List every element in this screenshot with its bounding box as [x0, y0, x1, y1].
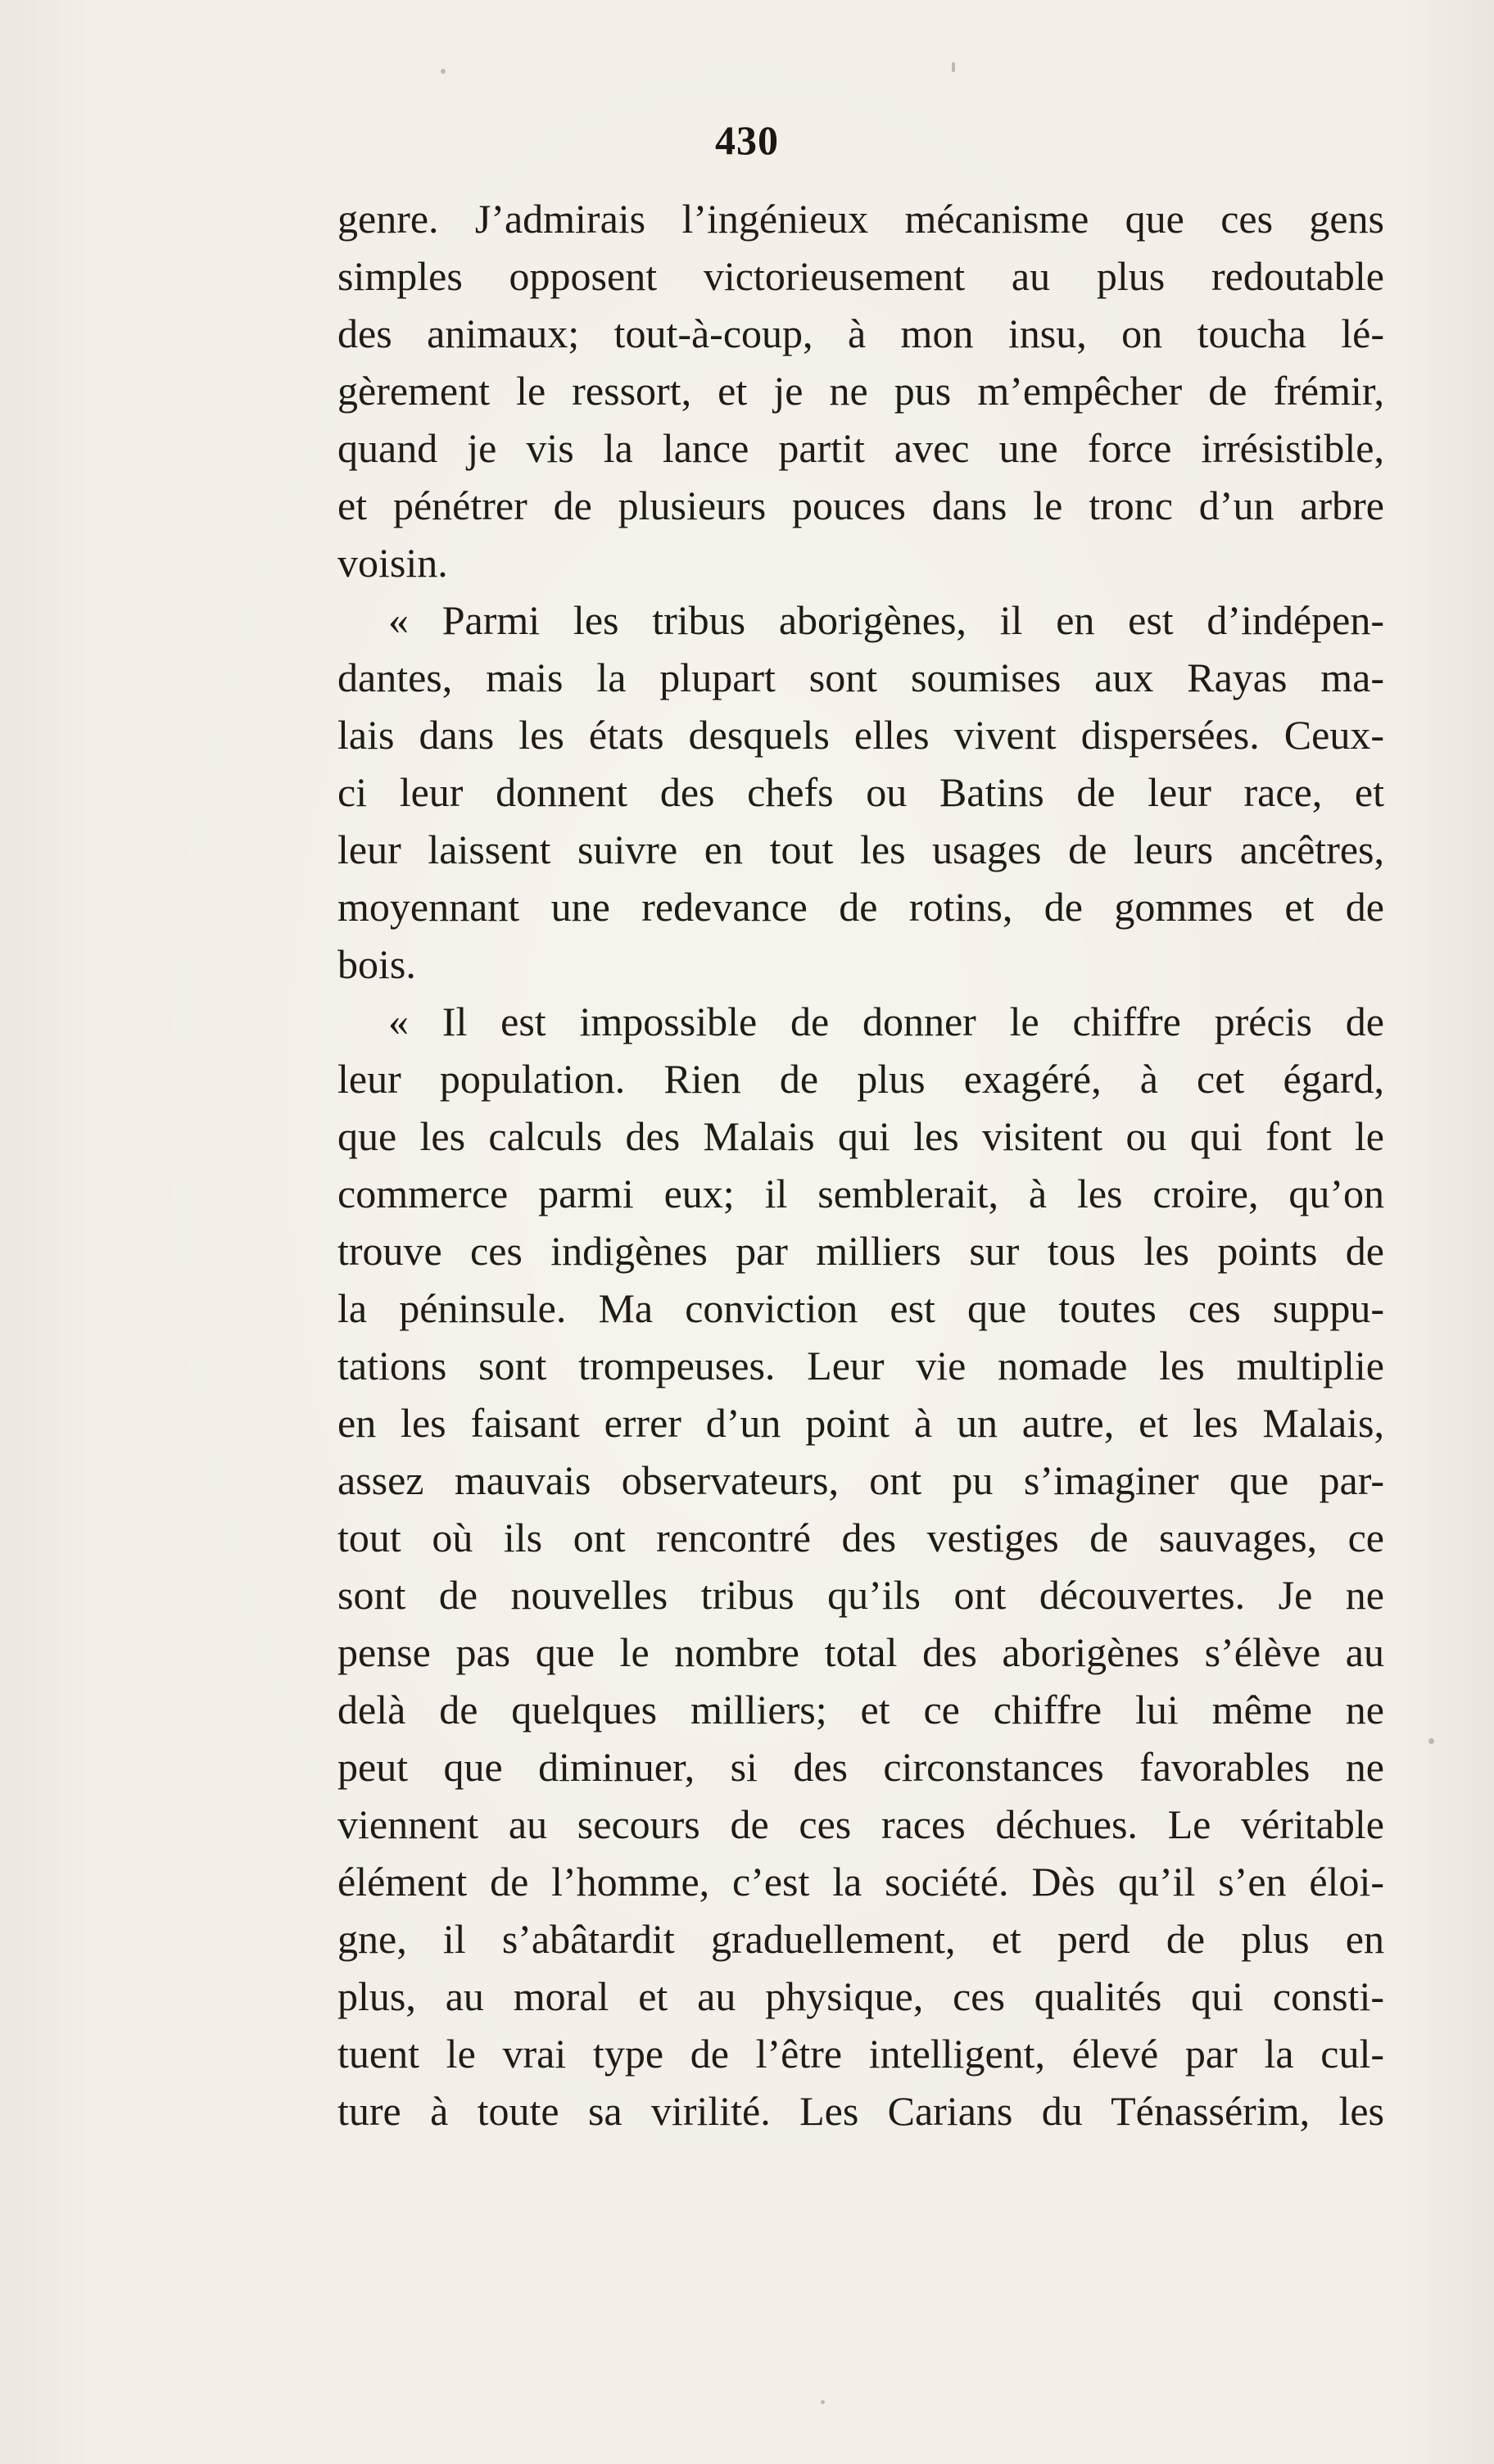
text-line: ture à toute sa virilité. Les Carians du Ténassérim, les [337, 2088, 1384, 2134]
text-line: moyennant une redevance de rotins, de gommes et de [337, 884, 1384, 930]
text-line: « Parmi les tribus aborigènes, il en est d’indépen- [388, 597, 1384, 643]
text-line: tout où ils ont rencontré des vestiges de sauvages, ce [337, 1515, 1384, 1560]
text-line: sont de nouvelles tribus qu’ils ont découvertes. Je ne [337, 1572, 1384, 1618]
text-line: bois. [337, 941, 416, 987]
text-line: ci leur donnent des chefs ou Batins de leur race, et [337, 769, 1384, 815]
text-line: plus, au moral et au physique, ces qualités qui consti- [337, 1973, 1384, 2019]
text-line: commerce parmi eux; il semblerait, à les croire, qu’on [337, 1171, 1384, 1216]
text-line: simples opposent victorieusement au plus redoutable [337, 253, 1384, 299]
text-line: viennent au secours de ces races déchues. Le véritable [337, 1801, 1384, 1847]
text-line: tations sont trompeuses. Leur vie nomade les multiplie [337, 1343, 1384, 1388]
text-line: trouve ces indigènes par milliers sur tous les points de [337, 1228, 1384, 1274]
scan-speck [952, 62, 955, 72]
text-line: que les calculs des Malais qui les visitent ou qui font le [337, 1113, 1384, 1159]
text-line: « Il est impossible de donner le chiffre précis de [388, 999, 1384, 1044]
text-line: genre. J’admirais l’ingénieux mécanisme que ces gens [337, 196, 1384, 242]
text-line: la péninsule. Ma conviction est que toutes ces suppu- [337, 1285, 1384, 1331]
scan-speck [441, 69, 446, 74]
text-line: élément de l’homme, c’est la société. Dès qu’il s’en éloi- [337, 1859, 1384, 1905]
text-line: pense pas que le nombre total des aborigènes s’élève au [337, 1629, 1384, 1675]
page-number: 430 [715, 117, 779, 163]
text-line: quand je vis la lance partit avec une force irrésistible, [337, 425, 1384, 471]
text-line: lais dans les états desquels elles vivent dispersées. Ceux- [337, 712, 1384, 758]
text-line: assez mauvais observateurs, ont pu s’imaginer que par- [337, 1457, 1384, 1503]
text-line: delà de quelques milliers; et ce chiffre lui même ne [337, 1687, 1384, 1732]
scan-speck [821, 2400, 825, 2404]
text-line: en les faisant errer d’un point à un autre, et les Malais, [337, 1400, 1384, 1446]
scan-speck [1428, 1738, 1434, 1744]
text-line: et pénétrer de plusieurs pouces dans le tronc d’un arbre [337, 482, 1384, 528]
text-line: tuent le vrai type de l’être intelligent, élevé par la cul- [337, 2031, 1384, 2077]
text-line: peut que diminuer, si des circonstances favorables ne [337, 1744, 1384, 1790]
text-line: leur laissent suivre en tout les usages de leurs ancêtres, [337, 827, 1384, 872]
body-text [337, 190, 1384, 2140]
text-line: gne, il s’abâtardit graduellement, et perd de plus en [337, 1916, 1384, 1962]
text-line: dantes, mais la plupart sont soumises aux Rayas ma- [337, 654, 1384, 700]
text-line: gèrement le ressort, et je ne pus m’empêcher de frémir, [337, 368, 1384, 414]
text-line: leur population. Rien de plus exagéré, à cet égard, [337, 1056, 1384, 1102]
text-line: des animaux; tout-à-coup, à mon insu, on toucha lé- [337, 310, 1384, 356]
text-line: voisin. [337, 540, 448, 586]
